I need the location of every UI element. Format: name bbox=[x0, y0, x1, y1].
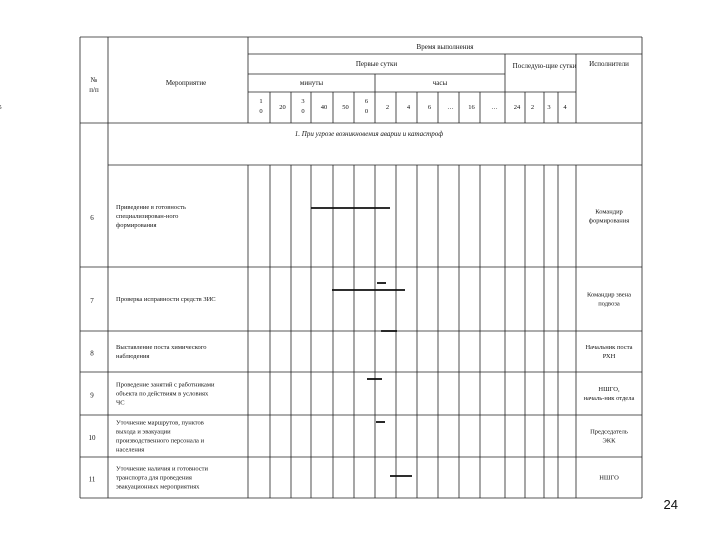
row-number: 11 bbox=[88, 475, 96, 484]
day-tick-label: 3 bbox=[547, 104, 551, 111]
minute-tick-label: 1 bbox=[259, 98, 263, 105]
activity-text: транспорта для проведения bbox=[116, 474, 192, 482]
time-header: Время выполнения bbox=[416, 43, 474, 51]
minute-tick-label: 3 bbox=[301, 98, 305, 105]
activity-text: населения bbox=[116, 446, 145, 454]
minute-tick-label: 20 bbox=[279, 104, 286, 111]
number-header: № bbox=[90, 76, 98, 84]
activity-text: выхода и эвакуации bbox=[116, 428, 171, 436]
executor-text: началь-ник отдела bbox=[583, 395, 635, 402]
activity-text: Уточнение маршрутов, пунктов bbox=[116, 419, 204, 427]
executor-text: ЭКК bbox=[602, 437, 616, 445]
hour-tick-label: … bbox=[447, 104, 454, 111]
row-number: 8 bbox=[90, 349, 94, 358]
executor-text: НШГО bbox=[599, 474, 619, 482]
activity-header: Мероприятие bbox=[165, 79, 207, 87]
executor-text: Начальник поста bbox=[585, 344, 633, 351]
activity-text: производственного персонала и bbox=[116, 437, 205, 445]
activity-text: объекта по действиям в условиях bbox=[116, 390, 209, 398]
page-number: 24 bbox=[663, 497, 678, 512]
first-day-header: Первые сутки bbox=[355, 60, 398, 68]
hour-tick-label: 6 bbox=[427, 104, 432, 111]
minute-tick-label: 0 bbox=[364, 108, 369, 115]
executor-text: НШГО, bbox=[598, 386, 620, 393]
minute-tick-label: 50 bbox=[342, 104, 349, 111]
minute-tick-label: 0 bbox=[301, 108, 305, 115]
hours-header: часы bbox=[432, 79, 448, 87]
executor-text: Командир bbox=[595, 208, 623, 216]
activity-text: Проведение занятий с работниками bbox=[116, 381, 215, 389]
day-tick-label: 5 bbox=[0, 104, 2, 111]
activity-text: формирования bbox=[116, 222, 157, 229]
row-number: 9 bbox=[90, 391, 94, 400]
minutes-header: минуты bbox=[299, 79, 324, 87]
section-title: 1. При угрозе возникновения аварии и катастроф bbox=[294, 130, 444, 138]
subsequent-days-header: Последую-щие сутки bbox=[512, 62, 577, 70]
executor-text: подвоза bbox=[598, 300, 620, 308]
gantt-bars bbox=[311, 208, 412, 476]
executor-text: Председатель bbox=[590, 428, 628, 436]
executor-text: РХН bbox=[602, 353, 616, 360]
executor-text: Командир звена bbox=[586, 291, 632, 299]
minute-tick-label: 6 bbox=[364, 98, 369, 105]
number-header: п/п bbox=[89, 86, 99, 94]
activity-text: Приведение в готовность bbox=[116, 204, 186, 211]
row-number: 6 bbox=[90, 214, 94, 222]
minute-tick-label: 40 bbox=[320, 104, 328, 111]
activity-text: Уточнение наличия и готовности bbox=[116, 465, 208, 473]
hour-tick-label: 4 bbox=[406, 104, 411, 111]
minute-tick-label: 0 bbox=[259, 108, 263, 115]
activity-text: наблюдения bbox=[116, 353, 150, 360]
hour-tick-label: … bbox=[491, 104, 498, 111]
activity-text: Выставление поста химического bbox=[116, 344, 207, 351]
day-tick-label: 2 bbox=[530, 104, 535, 111]
row-number: 10 bbox=[88, 434, 96, 442]
activity-text: специализирован-ного bbox=[116, 213, 179, 220]
executors-header: Исполнители bbox=[589, 60, 629, 68]
executor-text: формирования bbox=[588, 217, 630, 225]
row-number: 7 bbox=[90, 297, 94, 305]
hour-tick-label: 16 bbox=[468, 104, 475, 111]
activity-text: ЧС bbox=[116, 399, 125, 407]
activity-text: Проверка исправности средств ЗИС bbox=[116, 296, 216, 303]
hour-tick-label: 2 bbox=[385, 104, 390, 111]
day-tick-label: 4 bbox=[563, 104, 567, 111]
activity-text: эвакуационных мероприятиях bbox=[116, 483, 200, 491]
hour-tick-label: 24 bbox=[513, 104, 521, 111]
